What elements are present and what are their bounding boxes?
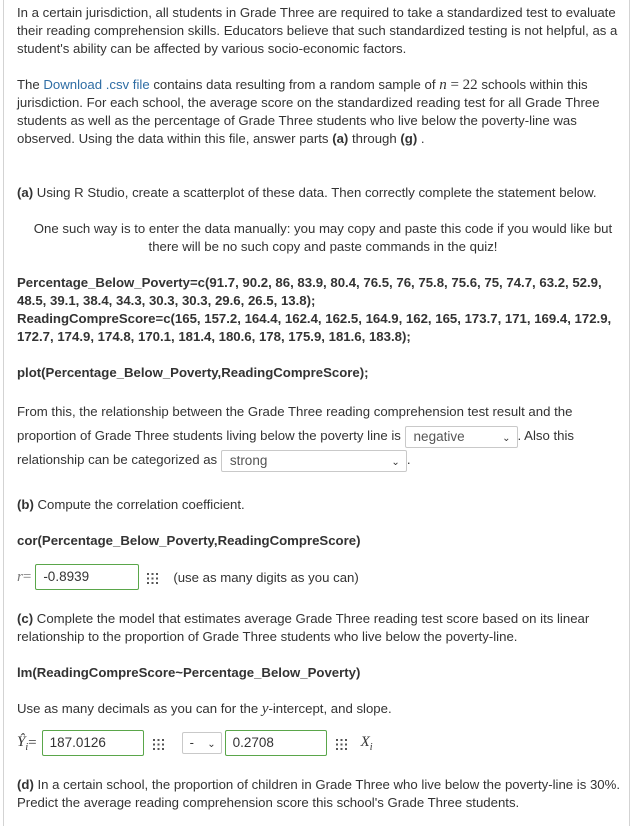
download-csv-link[interactable]: Download .csv file (43, 77, 150, 92)
x-label: $X_i$ (360, 733, 373, 753)
part-c-heading: (c) Complete the model that estimates average Grade Three reading test score based on its linear relationship to the proportion of Grade Three students who live below the poverty-line. (17, 611, 590, 644)
r-hint: (use as many digits as you can) (173, 569, 359, 585)
equation-editor-button[interactable] (146, 736, 172, 751)
relationship-strength-select[interactable]: strong ⌄ (221, 450, 407, 472)
equation-editor-button[interactable] (329, 736, 355, 751)
r-answer-row: r = -0.8939 (use as many digits as you can) (17, 564, 629, 590)
part-a-statement: From this, the relationship between the Grade Three reading comprehension test result and the proportion of Grade Three students living below the poverty line is negative ⌄ . Also this relationship can be categorized as strong ⌄ . (17, 400, 629, 472)
chevron-down-icon: ⌄ (391, 456, 400, 468)
slope-sign-select[interactable]: - ⌄ (182, 732, 222, 754)
chevron-down-icon: ⌄ (502, 432, 511, 444)
intro-paragraph-1: In a certain jurisdiction, all students in Grade Three are required to take a standardized test to evaluate their reading comprehension skills. Educators believe that such standardized testing is not helpful, as a student's ability can be affected by various socio-economic factors. (17, 5, 618, 56)
intercept-input[interactable]: 187.0126 (42, 730, 144, 756)
decimals-instruction: Use as many decimals as you can for the y-intercept, and slope. (17, 701, 392, 717)
code-reading-compre-score: ReadingCompreScore=c(165, 157.2, 164.4, 162.4, 162.5, 164.9, 162, 165, 173.7, 171, 169.4, 172.9, 172.7, 174.9, 174.8, 170.1, 181.4, 180.6, 178, 175.9, 181.6, 183.8); (17, 311, 612, 344)
equation-editor-button[interactable] (139, 570, 165, 585)
part-a-note: One such way is to enter the data manually: you may copy and paste this code if you would like but there will be no such copy and paste commands in the quiz! (33, 221, 613, 254)
yhat-label: $Ŷ_i$ (17, 733, 29, 753)
keypad-grid-icon (147, 573, 158, 584)
code-percentage-below-poverty: Percentage_Below_Poverty=c(91.7, 90.2, 86, 83.9, 80.4, 76.5, 76, 75.8, 75.6, 75, 74.7, 63.2, 52.9, 48.5, 39.1, 38.4, 34.3, 30.3, 30.3, 29.6, 26.5, 13.8); (17, 275, 602, 308)
code-cor-command: cor(Percentage_Below_Poverty,ReadingCompreScore) (17, 533, 361, 548)
intro-paragraph-2: The Download .csv file contains data resulting from a random sample of n = 22 schools within this jurisdiction. For each school, the average score on the standardized reading test for all Grade Three students as well as the percentage of Grade Three students who live below the poverty-line was observed. Using the data within this file, answer parts (a) through (g) . (17, 77, 600, 146)
correlation-input[interactable]: -0.8939 (35, 564, 139, 590)
code-plot-command: plot(Percentage_Below_Poverty,ReadingCompreScore); (17, 365, 369, 380)
part-b-heading: (b) Compute the correlation coefficient. (17, 497, 245, 512)
chevron-down-icon: ⌄ (207, 739, 216, 750)
keypad-grid-icon (336, 739, 347, 750)
relationship-direction-select[interactable]: negative ⌄ (405, 426, 518, 448)
part-a-heading: (a) Using R Studio, create a scatterplot of these data. Then correctly complete the statement below. (17, 185, 597, 200)
keypad-grid-icon (153, 739, 164, 750)
model-answer-row: $Ŷ_i$ = 187.0126 - ⌄ 0.2708 $X_i$ (17, 730, 629, 756)
question-page (3, 0, 630, 826)
slope-input[interactable]: 0.2708 (225, 730, 327, 756)
code-lm-command: lm(ReadingCompreScore~Percentage_Below_Poverty) (17, 665, 361, 680)
part-d-heading: (d) In a certain school, the proportion of children in Grade Three who live below the poverty-line is 30%. Predict the average reading comprehension score this school's Grade Three students. (17, 777, 621, 810)
